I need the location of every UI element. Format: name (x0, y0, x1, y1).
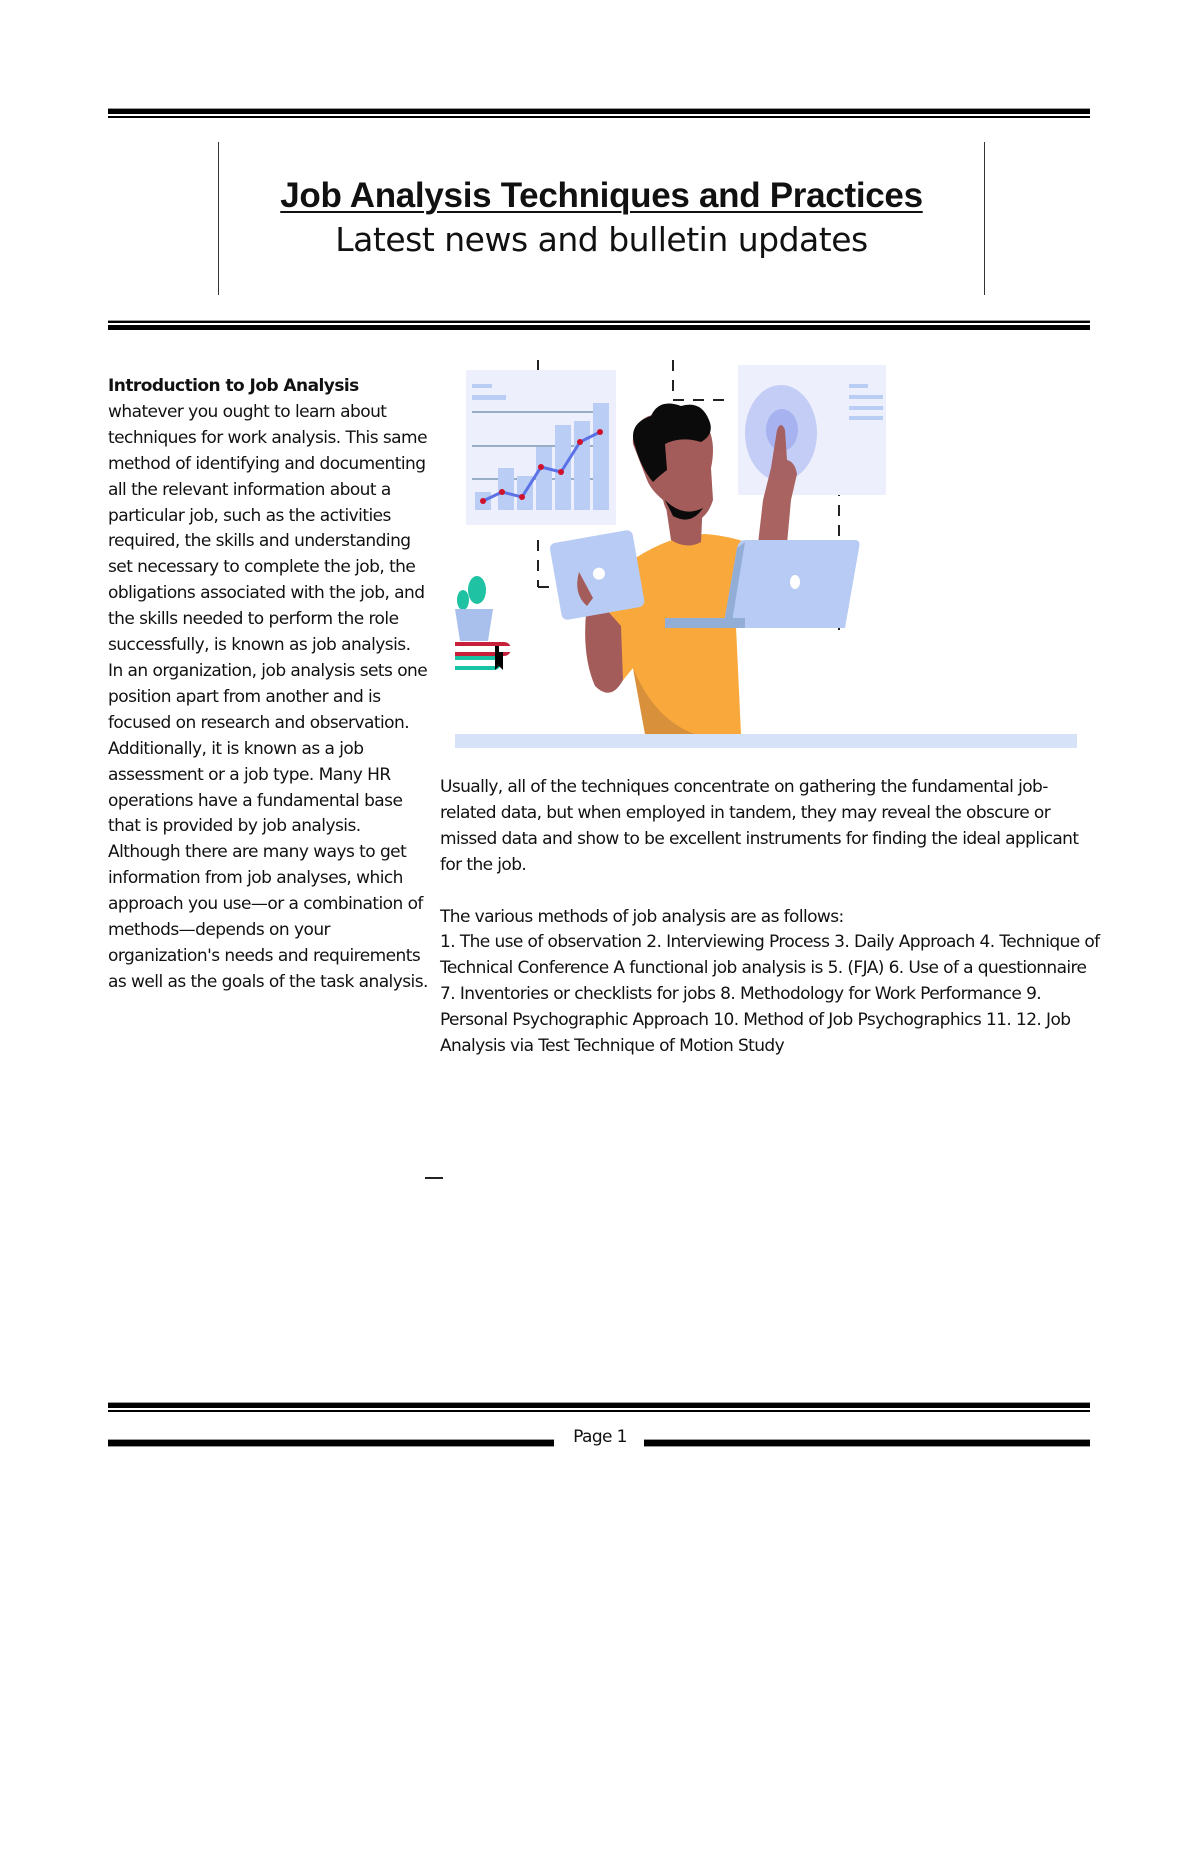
paragraph: whatever you ought to learn about techniques for work analysis. This same method of identifying and documenting all the relevant information about a particular job, such as the activities required, the skills and understanding set necessary to complete the job, the obligations associated with the job, and the skills needed to perform the role successfully, is known as job analysis. (108, 401, 427, 656)
footer-double-rule (108, 1402, 1090, 1412)
chart-panel (466, 370, 616, 525)
top-double-rule (108, 108, 1090, 118)
page-number: Page 1 (573, 1427, 627, 1447)
touch-panel (738, 365, 886, 495)
intro-paragraph: Usually, all of the techniques concentrate on gathering the fundamental job-related data, but when employed in tandem, they may reveal the obscure or missed data and show to be excellent instruments for finding the ideal applicant for the job. (440, 777, 1079, 875)
methods-list-line: 1. The use of observation 2. Interviewing Process 3. Daily Approach 4. Technique of Technical Conference A functional job analysis is 5. (FJA) 6. Use of a questionnaire (440, 932, 1100, 979)
paragraph: Although there are many ways to get information from job analyses, which approach you use—or a combination of methods—depends on your organization's needs and requirements as well as the goals of the task analysis. (108, 842, 428, 992)
left-column-article (108, 374, 428, 996)
methods-list-line: 7. Inventories or checklists for jobs 8. Methodology for Work Performance 9. Personal Psychographic Approach 10. Method of Job Psychographics 11. 12. Job Analysis via Test Technique of Motion Study (440, 984, 1071, 1057)
paragraph: In an organization, job analysis sets one position apart from another and is focused on research and observation. Additionally, it is known as a job assessment or a job type. Many HR operations have a fundamental base that is provided by job analysis. (108, 660, 428, 837)
methods-heading: The various methods of job analysis are as follows: (440, 906, 844, 927)
em-dash-mark (425, 1177, 443, 1179)
job-analysis-illustration (455, 350, 1095, 760)
header-bottom-double-rule (108, 320, 1090, 330)
title-box (218, 142, 985, 295)
footer-rule-left (108, 1439, 554, 1447)
cactus-and-books (455, 576, 511, 670)
desk (455, 734, 1077, 748)
page-title: Job Analysis Techniques and Practices (280, 176, 923, 215)
section-heading: Introduction to Job Analysis (108, 376, 359, 396)
footer-rule-right (644, 1439, 1090, 1447)
page-subtitle: Latest news and bulletin updates (335, 220, 868, 259)
right-column-article (440, 775, 1100, 1060)
